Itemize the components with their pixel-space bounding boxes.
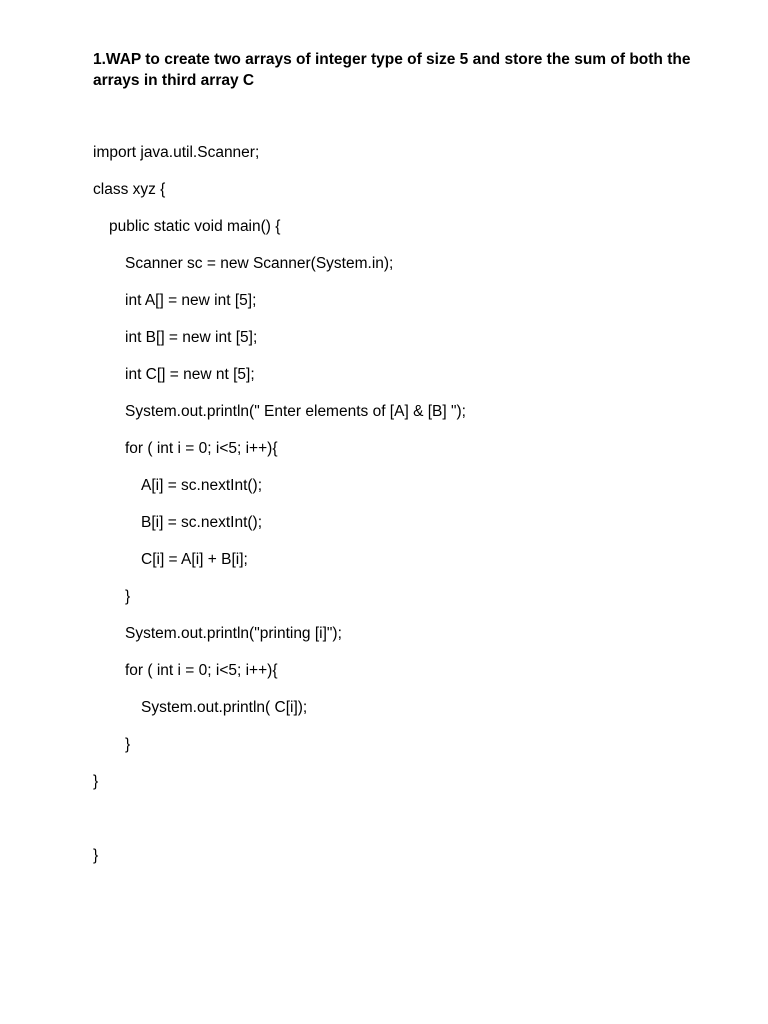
- code-line-for-output: for ( int i = 0; i<5; i++){: [125, 662, 278, 679]
- code-line-import: import java.util.Scanner;: [93, 144, 260, 161]
- code-line-array-c: int C[] = new nt [5];: [125, 366, 255, 383]
- code-line-read-a: A[i] = sc.nextInt();: [141, 477, 263, 494]
- code-line-class: class xyz {: [93, 181, 166, 198]
- question-heading: 1.WAP to create two arrays of integer type of size 5 and store the sum of both the arrays in third array C: [93, 51, 691, 89]
- code-line-prompt: System.out.println(" Enter elements of [A] & [B] ");: [125, 403, 466, 420]
- code-line-close-for-input: }: [125, 588, 131, 605]
- code-line-close-for-output: }: [125, 736, 131, 753]
- code-line-close-main: }: [93, 773, 99, 790]
- code-line-print-heading: System.out.println("printing [i]");: [125, 625, 342, 642]
- code-line-main: public static void main() {: [109, 218, 281, 235]
- code-line-sum: C[i] = A[i] + B[i];: [141, 551, 248, 568]
- code-line-close-class: }: [93, 847, 99, 864]
- code-line-scanner: Scanner sc = new Scanner(System.in);: [125, 255, 394, 272]
- code-line-array-a: int A[] = new int [5];: [125, 292, 257, 309]
- code-line-for-input: for ( int i = 0; i<5; i++){: [125, 440, 278, 457]
- code-line-read-b: B[i] = sc.nextInt();: [141, 514, 263, 531]
- code-line-print-c: System.out.println( C[i]);: [141, 699, 308, 716]
- code-line-array-b: int B[] = new int [5];: [125, 329, 258, 346]
